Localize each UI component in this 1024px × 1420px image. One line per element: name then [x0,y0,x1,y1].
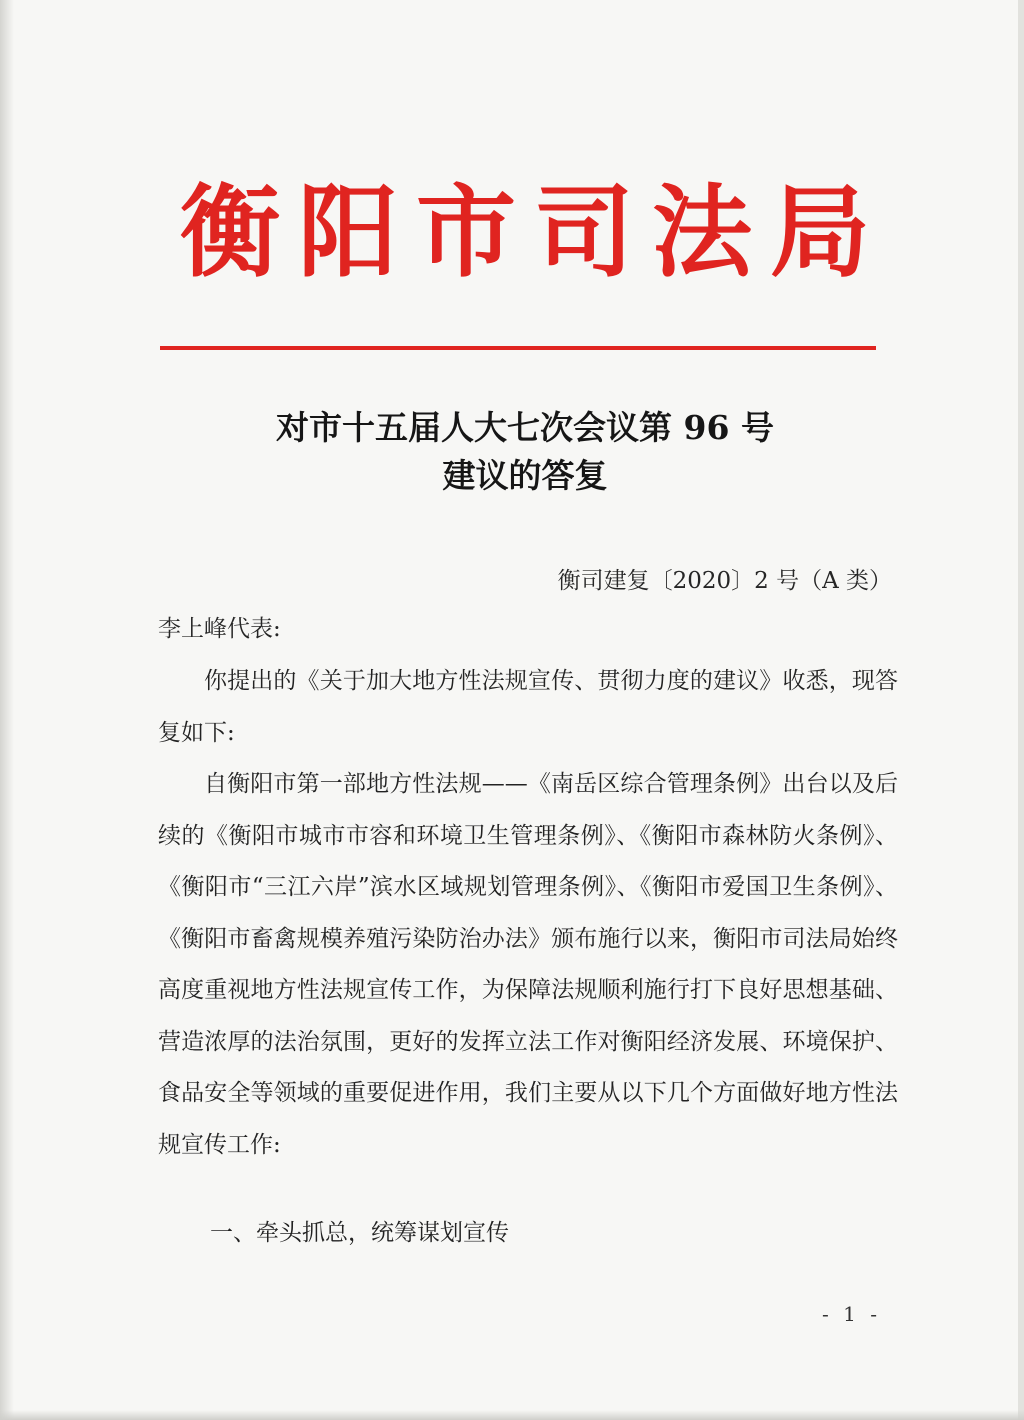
scan-edge-shadow-bottom [0,1410,1024,1420]
scan-edge-shadow-right [1018,0,1024,1420]
document-title-line-1: 对市十五届人大七次会议第 96 号 [276,408,774,447]
document-title [150,404,900,500]
body-text [158,656,898,1171]
section-heading-1: 一、牵头抓总，统筹谋划宣传 [210,1220,509,1246]
paragraph-acknowledgement: 你提出的《关于加大地方性法规宣传、贯彻力度的建议》收悉，现答复如下: [158,668,898,746]
page-number: - 1 - [822,1302,881,1326]
paragraph-overview: 自衡阳市第一部地方性法规——《南岳区综合管理条例》出台以及后续的《衡阳市城市市容和环境卫生管理条例》、《衡阳市森林防火条例》、《衡阳市“三江六岸”滨水区域规划管理条例》、《衡阳市爱国卫生条例》、《衡阳市畜禽规模养殖污染防治办法》颁布施行以来，衡阳市司法局始终高度重视地方性法规宣传工作，为保障法规顺利施行打下良好思想基础、营造浓厚的法治氛围，更好的发挥立法工作对衡阳经济发展、环境保护、食品安全等领域的重要促进作用，我们主要从以下几个方面做好地方性法规宣传工作: [158,771,898,1158]
addressee: 李上峰代表: [158,616,281,642]
document-title-line-2: 建议的答复 [442,456,608,495]
letterhead-org-name: 衡阳市司法局 [180,173,888,291]
document-number: 衡司建复〔2020〕2 号（A 类） [557,568,892,594]
letterhead-red-rule [160,346,876,350]
scan-edge-shadow-left [0,0,14,1420]
